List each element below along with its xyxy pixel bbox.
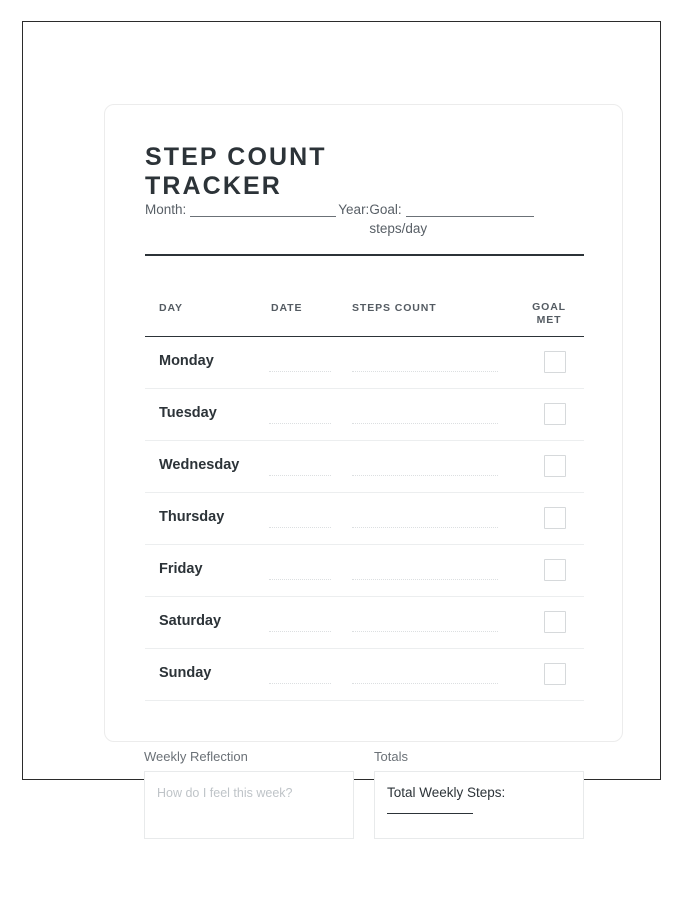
weekly-reflection-panel [144, 749, 354, 839]
day-label: Monday [159, 353, 214, 369]
table-row [145, 545, 584, 597]
goal-met-checkbox[interactable] [544, 403, 566, 425]
table-row [145, 337, 584, 389]
totals-box [374, 771, 584, 839]
total-weekly-steps-input-rule[interactable] [387, 813, 473, 814]
weekly-reflection-input[interactable] [144, 771, 354, 839]
total-weekly-steps-label: Total Weekly Steps: [387, 785, 506, 800]
date-input-rule[interactable] [269, 475, 331, 476]
table-row [145, 389, 584, 441]
goal-met-checkbox[interactable] [544, 559, 566, 581]
column-header-day: DAY [159, 302, 183, 314]
goal-met-checkbox[interactable] [544, 351, 566, 373]
totals-label: Totals [374, 749, 408, 764]
title-line-1: STEP COUNT [145, 143, 327, 171]
goal-unit-label: steps/day [369, 221, 428, 236]
day-label: Saturday [159, 613, 222, 629]
title-line-2: TRACKER [145, 172, 282, 200]
steps-input-rule[interactable] [352, 371, 498, 372]
steps-input-rule[interactable] [352, 475, 498, 476]
goal-met-checkbox[interactable] [544, 663, 566, 685]
goal-label: Goal: [369, 202, 402, 217]
steps-input-rule[interactable] [352, 683, 498, 684]
month-input-rule[interactable] [190, 216, 336, 217]
day-label: Sunday [159, 665, 212, 681]
weekly-reflection-label: Weekly Reflection [144, 749, 248, 764]
table-row [145, 493, 584, 545]
table-header-row [145, 301, 584, 337]
tracker-table [145, 301, 584, 701]
date-input-rule[interactable] [269, 527, 331, 528]
date-input-rule[interactable] [269, 423, 331, 424]
day-label: Tuesday [159, 405, 217, 421]
column-header-steps: STEPS COUNT [352, 302, 437, 314]
date-input-rule[interactable] [269, 631, 331, 632]
weekly-reflection-placeholder: How do I feel this week? [157, 786, 293, 800]
date-input-rule[interactable] [269, 683, 331, 684]
goal-met-checkbox[interactable] [544, 611, 566, 633]
goal-met-line-1: GOAL [532, 301, 566, 313]
table-row [145, 597, 584, 649]
table-body [145, 337, 584, 701]
goal-met-checkbox[interactable] [544, 507, 566, 529]
page-frame [22, 21, 661, 800]
year-label: Year: [338, 202, 370, 217]
table-row [145, 441, 584, 493]
header-divider [145, 254, 584, 256]
goal-met-line-2: MET [536, 314, 562, 326]
steps-input-rule[interactable] [352, 631, 498, 632]
goal-input-rule[interactable] [406, 216, 534, 217]
page-title [145, 143, 475, 201]
bottom-panels [144, 749, 584, 839]
table-row [145, 649, 584, 701]
steps-input-rule[interactable] [352, 527, 498, 528]
day-label: Wednesday [159, 457, 240, 473]
date-input-rule[interactable] [269, 579, 331, 580]
column-header-goal-met [532, 301, 566, 327]
tracker-card [104, 104, 623, 742]
steps-input-rule[interactable] [352, 579, 498, 580]
column-header-date: DATE [271, 302, 303, 314]
totals-panel [374, 749, 584, 839]
meta-fields [145, 200, 570, 257]
steps-input-rule[interactable] [352, 423, 498, 424]
date-input-rule[interactable] [269, 371, 331, 372]
goal-met-checkbox[interactable] [544, 455, 566, 477]
day-label: Thursday [159, 509, 225, 525]
day-label: Friday [159, 561, 203, 577]
month-label: Month: [145, 202, 187, 217]
